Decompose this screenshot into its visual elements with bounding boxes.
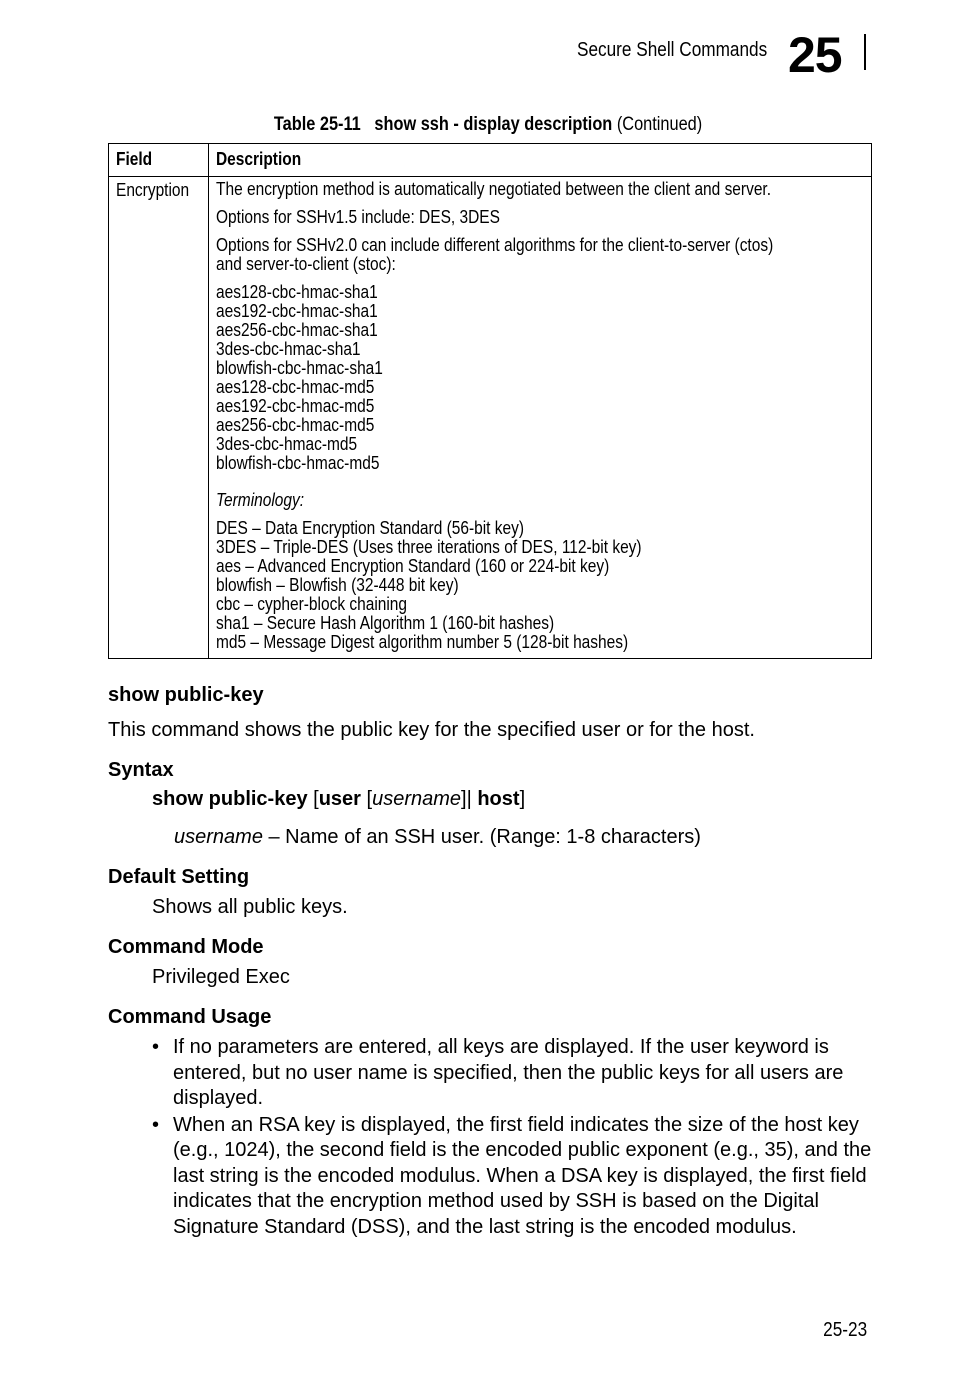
list-item: 3des-cbc-hmac-md5 — [216, 434, 358, 454]
command-title: show public-key — [108, 684, 264, 706]
list-item: aes128-cbc-hmac-md5 — [216, 377, 375, 397]
header-description: Description — [209, 144, 872, 177]
list-item: • When an RSA key is displayed, the first field indicates the size of the host key (e.g., 1024), the second field is the encoded public exponent (e.g., 35), and the last string is the encoded modulus. When a DSA key is displayed, the first field indicates that the encryption method used by SSH is based on the Digital Signature Standard (DSS), and the last string is the encoded modulus. — [152, 1113, 872, 1238]
table-caption — [0, 114, 954, 136]
command-mode-heading: Command Mode — [108, 936, 264, 958]
terminology-label: Terminology: — [216, 490, 305, 510]
list-item: aes – Advanced Encryption Standard (160 or 224-bit key) — [216, 556, 610, 576]
list-item: aes192-cbc-hmac-sha1 — [216, 301, 378, 321]
list-item: blowfish – Blowfish (32-448 bit key) — [216, 575, 459, 595]
description-cell — [209, 177, 872, 659]
algorithm-list — [216, 283, 864, 473]
command-description: This command shows the public key for the specified user or for the host. — [108, 719, 755, 741]
table-caption-suffix: (Continued) — [616, 114, 703, 135]
terminology-list — [216, 519, 864, 652]
table-caption-title: show ssh - display description — [374, 114, 613, 135]
list-item: blowfish-cbc-hmac-sha1 — [216, 358, 383, 378]
chapter-number: 25 — [788, 27, 842, 83]
list-item: sha1 – Secure Hash Algorithm 1 (160-bit hashes) — [216, 613, 555, 633]
list-item: cbc – cypher-block chaining — [216, 594, 408, 614]
syntax-keyword-user: user — [318, 788, 361, 810]
list-item: • If no parameters are entered, all keys are displayed. If the user keyword is entered, but no user name is specified, then the public keys for all users are displayed. — [152, 1036, 844, 1109]
list-item: aes192-cbc-hmac-md5 — [216, 396, 375, 416]
running-header-title: Secure Shell Commands — [576, 39, 767, 61]
list-item: DES – Data Encryption Standard (56-bit key) — [216, 518, 525, 538]
list-item: aes256-cbc-hmac-sha1 — [216, 320, 378, 340]
list-item: 3des-cbc-hmac-sha1 — [216, 339, 361, 359]
command-usage-list — [152, 1035, 872, 1241]
chapter-divider — [864, 34, 866, 70]
field-cell: Encryption — [109, 177, 209, 659]
header-field: Field — [109, 144, 209, 177]
default-setting-heading: Default Setting — [108, 866, 250, 888]
table-row — [109, 177, 872, 659]
command-mode-text: Privileged Exec — [152, 966, 290, 988]
description-table — [108, 143, 872, 659]
encryption-intro: The encryption method is automatically negotiated between the client and server. — [216, 179, 772, 199]
list-item: blowfish-cbc-hmac-md5 — [216, 453, 380, 473]
syntax-heading: Syntax — [108, 759, 174, 781]
syntax-keyword-host: host — [477, 788, 520, 810]
syntax-command: show public-key — [152, 788, 308, 810]
command-usage-heading: Command Usage — [108, 1006, 272, 1028]
syntax-param-description: username – Name of an SSH user. (Range: 1-8 characters) — [174, 826, 701, 848]
syntax-line: show public-key [user [username]| host] — [152, 788, 526, 810]
sshv20-options: Options for SSHv2.0 can include different algorithms for the client-to-server (ctos) and server-to-client (stoc): — [216, 235, 774, 274]
bullet-marker: • — [152, 1113, 160, 1136]
sshv15-options: Options for SSHv1.5 include: DES, 3DES — [216, 207, 500, 227]
list-item: 3DES – Triple-DES (Uses three iterations of DES, 112-bit key) — [216, 537, 642, 557]
list-item: aes128-cbc-hmac-sha1 — [216, 282, 378, 302]
table-caption-label: Table 25-11 — [273, 114, 361, 135]
list-item: aes256-cbc-hmac-md5 — [216, 415, 375, 435]
page-number: 25-23 — [823, 1319, 867, 1341]
default-setting-text: Shows all public keys. — [152, 896, 348, 918]
syntax-param-username: username — [372, 788, 462, 810]
table-header-row — [109, 144, 872, 177]
param-name: username — [174, 826, 263, 848]
list-item: md5 – Message Digest algorithm number 5 (128-bit hashes) — [216, 632, 629, 652]
bullet-marker: • — [152, 1036, 160, 1058]
